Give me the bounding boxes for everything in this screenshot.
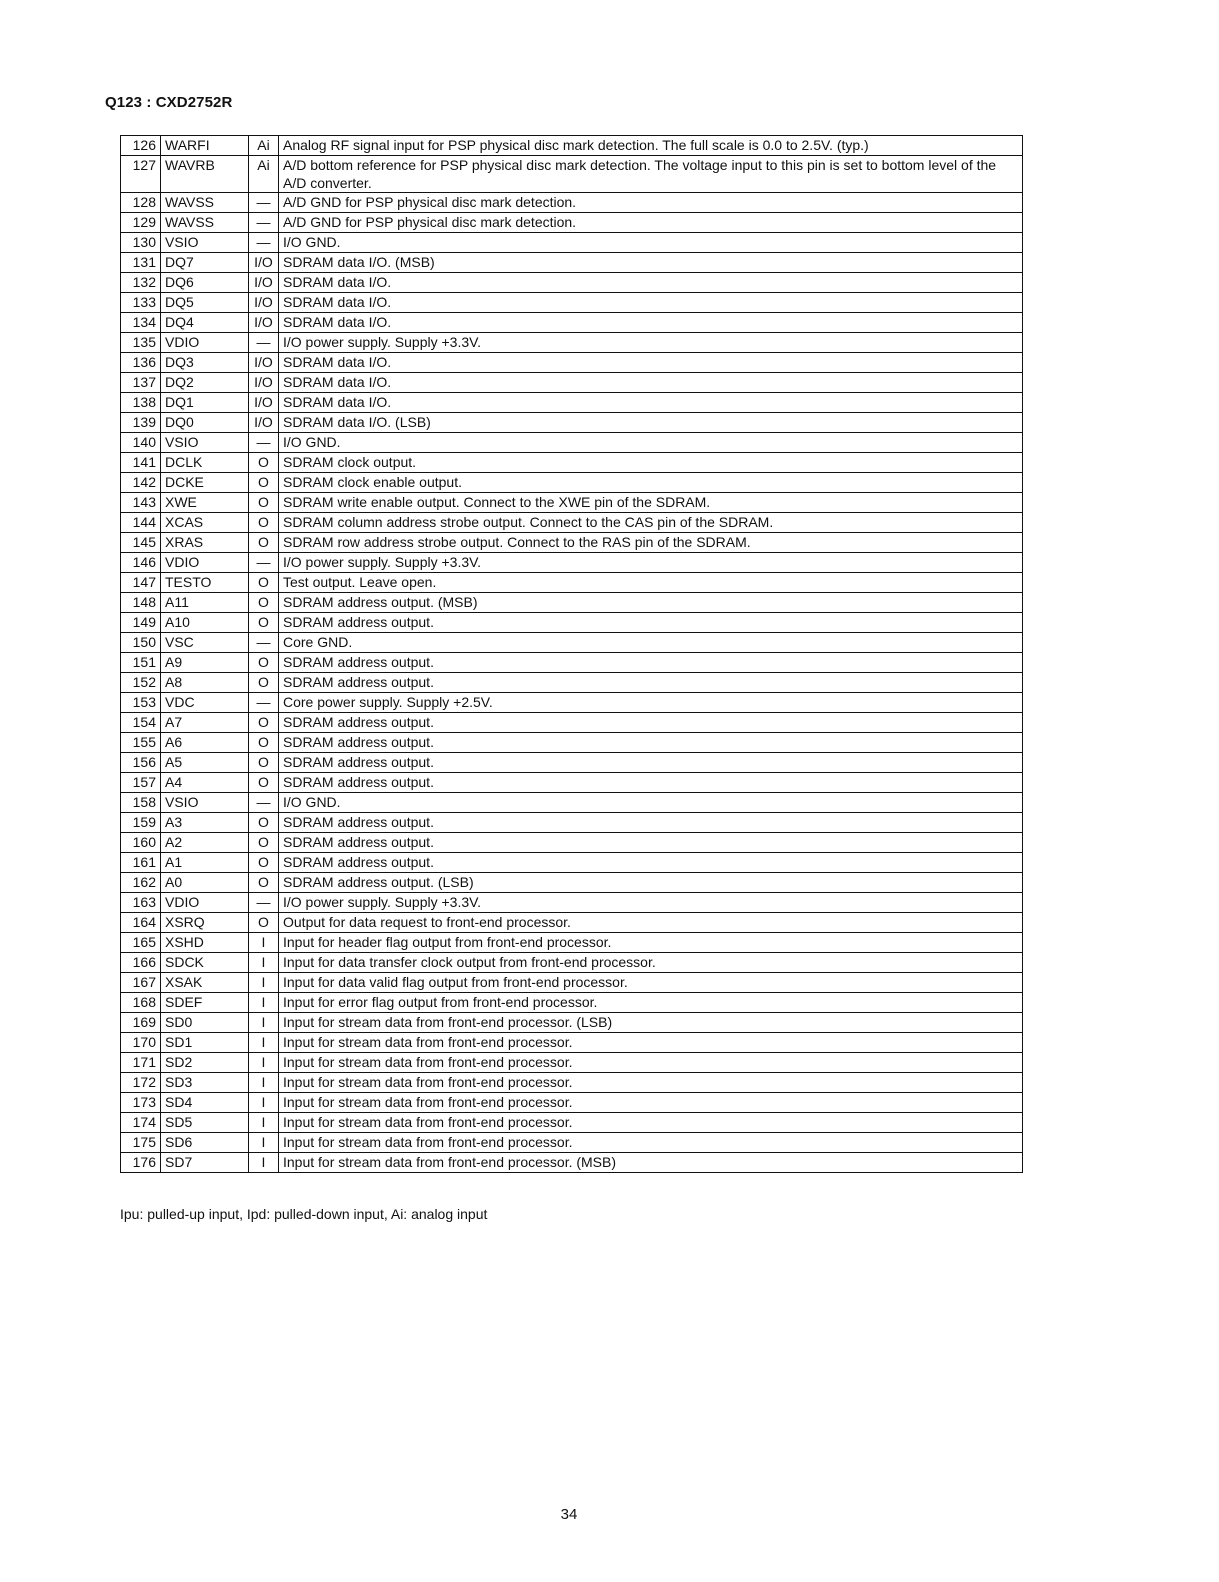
table-row [121, 753, 1023, 773]
pin-io-cell: O [249, 533, 279, 553]
pin-name-cell: A6 [161, 733, 249, 753]
table-row [121, 1033, 1023, 1053]
pin-number-cell: 161 [121, 853, 161, 873]
table-row [121, 633, 1023, 653]
pin-io-cell: I [249, 1073, 279, 1093]
pin-description-cell: Input for stream data from front-end processor. (LSB) [279, 1013, 1023, 1033]
pin-name-cell: TESTO [161, 573, 249, 593]
pin-name-cell: A10 [161, 613, 249, 633]
pin-number-cell: 135 [121, 333, 161, 353]
pin-name-cell: DQ6 [161, 273, 249, 293]
pin-description-cell: SDRAM write enable output. Connect to the XWE pin of the SDRAM. [279, 493, 1023, 513]
pin-number-cell: 127 [121, 156, 161, 193]
pin-description-cell: Analog RF signal input for PSP physical disc mark detection. The full scale is 0.0 to 2.5V. (typ.) [279, 136, 1023, 156]
pin-io-cell: O [249, 873, 279, 893]
table-row [121, 713, 1023, 733]
pin-name-cell: SD0 [161, 1013, 249, 1033]
pin-number-cell: 139 [121, 413, 161, 433]
pin-table-body [121, 136, 1023, 1173]
pin-number-cell: 169 [121, 1013, 161, 1033]
pin-description-cell: SDRAM address output. [279, 713, 1023, 733]
pin-name-cell: A8 [161, 673, 249, 693]
footnote: Ipu: pulled-up input, Ipd: pulled-down input, Ai: analog input [120, 1206, 488, 1222]
page-number: 34 [560, 1506, 578, 1523]
pin-description-cell: Input for data valid flag output from front-end processor. [279, 973, 1023, 993]
pin-name-cell: SD5 [161, 1113, 249, 1133]
pin-description-cell: Input for stream data from front-end processor. [279, 1073, 1023, 1093]
pin-description-table [120, 135, 1023, 1173]
pin-name-cell: VDIO [161, 553, 249, 573]
pin-name-cell: A11 [161, 593, 249, 613]
pin-number-cell: 141 [121, 453, 161, 473]
pin-name-cell: XWE [161, 493, 249, 513]
table-row [121, 793, 1023, 813]
table-row [121, 1133, 1023, 1153]
pin-io-cell: — [249, 213, 279, 233]
pin-io-cell: Ai [249, 136, 279, 156]
pin-io-cell: O [249, 733, 279, 753]
pin-number-cell: 160 [121, 833, 161, 853]
table-row [121, 1153, 1023, 1173]
table-row [121, 813, 1023, 833]
pin-description-cell: SDRAM data I/O. (MSB) [279, 253, 1023, 273]
pin-number-cell: 142 [121, 473, 161, 493]
pin-io-cell: — [249, 193, 279, 213]
pin-name-cell: VDIO [161, 893, 249, 913]
pin-description-cell: SDRAM address output. [279, 833, 1023, 853]
pin-io-cell: O [249, 753, 279, 773]
pin-description-cell: Output for data request to front-end processor. [279, 913, 1023, 933]
pin-description-cell: SDRAM data I/O. [279, 373, 1023, 393]
pin-io-cell: Ai [249, 156, 279, 193]
pin-name-cell: DCLK [161, 453, 249, 473]
pin-io-cell: — [249, 693, 279, 713]
table-row [121, 353, 1023, 373]
pin-description-cell: SDRAM column address strobe output. Connect to the CAS pin of the SDRAM. [279, 513, 1023, 533]
pin-description-cell: A/D GND for PSP physical disc mark detection. [279, 193, 1023, 213]
pin-io-cell: O [249, 653, 279, 673]
pin-name-cell: SD3 [161, 1073, 249, 1093]
table-row [121, 453, 1023, 473]
pin-number-cell: 126 [121, 136, 161, 156]
pin-number-cell: 137 [121, 373, 161, 393]
pin-name-cell: SD6 [161, 1133, 249, 1153]
pin-io-cell: I [249, 1013, 279, 1033]
pin-description-cell: A/D bottom reference for PSP physical disc mark detection. The voltage input to this pin is set to bottom level of the A/D converter. [279, 156, 1023, 193]
pin-number-cell: 153 [121, 693, 161, 713]
pin-io-cell: — [249, 433, 279, 453]
pin-name-cell: DQ0 [161, 413, 249, 433]
pin-io-cell: O [249, 813, 279, 833]
table-row [121, 553, 1023, 573]
table-row [121, 253, 1023, 273]
pin-number-cell: 130 [121, 233, 161, 253]
pin-number-cell: 163 [121, 893, 161, 913]
pin-number-cell: 165 [121, 933, 161, 953]
pin-number-cell: 134 [121, 313, 161, 333]
pin-io-cell: I/O [249, 293, 279, 313]
pin-description-cell: SDRAM data I/O. [279, 273, 1023, 293]
pin-name-cell: DQ5 [161, 293, 249, 313]
pin-description-cell: Core power supply. Supply +2.5V. [279, 693, 1023, 713]
table-row [121, 993, 1023, 1013]
pin-io-cell: O [249, 513, 279, 533]
pin-io-cell: O [249, 913, 279, 933]
pin-description-cell: Core GND. [279, 633, 1023, 653]
table-row [121, 433, 1023, 453]
pin-description-cell: I/O power supply. Supply +3.3V. [279, 553, 1023, 573]
pin-description-cell: I/O GND. [279, 793, 1023, 813]
pin-description-cell: SDRAM data I/O. [279, 353, 1023, 373]
pin-number-cell: 143 [121, 493, 161, 513]
pin-number-cell: 158 [121, 793, 161, 813]
table-row [121, 313, 1023, 333]
pin-io-cell: O [249, 493, 279, 513]
pin-io-cell: I/O [249, 273, 279, 293]
pin-io-cell: — [249, 633, 279, 653]
pin-description-cell: SDRAM address output. [279, 733, 1023, 753]
pin-name-cell: SD4 [161, 1093, 249, 1113]
pin-number-cell: 140 [121, 433, 161, 453]
pin-number-cell: 129 [121, 213, 161, 233]
table-row [121, 693, 1023, 713]
pin-io-cell: O [249, 833, 279, 853]
pin-name-cell: A0 [161, 873, 249, 893]
table-row [121, 573, 1023, 593]
pin-number-cell: 152 [121, 673, 161, 693]
pin-description-cell: Input for error flag output from front-end processor. [279, 993, 1023, 1013]
pin-description-cell: SDRAM address output. [279, 613, 1023, 633]
pin-description-cell: SDRAM data I/O. [279, 313, 1023, 333]
pin-number-cell: 164 [121, 913, 161, 933]
table-row [121, 733, 1023, 753]
pin-number-cell: 145 [121, 533, 161, 553]
pin-description-cell: SDRAM address output. [279, 773, 1023, 793]
pin-io-cell: I [249, 1113, 279, 1133]
table-row [121, 773, 1023, 793]
pin-io-cell: O [249, 713, 279, 733]
pin-name-cell: SD7 [161, 1153, 249, 1173]
pin-number-cell: 159 [121, 813, 161, 833]
pin-name-cell: VDIO [161, 333, 249, 353]
pin-name-cell: XSRQ [161, 913, 249, 933]
pin-name-cell: SD1 [161, 1033, 249, 1053]
pin-number-cell: 167 [121, 973, 161, 993]
pin-name-cell: SDCK [161, 953, 249, 973]
pin-name-cell: VSIO [161, 233, 249, 253]
table-row [121, 273, 1023, 293]
pin-number-cell: 148 [121, 593, 161, 613]
pin-number-cell: 174 [121, 1113, 161, 1133]
pin-name-cell: WARFI [161, 136, 249, 156]
table-row [121, 513, 1023, 533]
pin-number-cell: 146 [121, 553, 161, 573]
pin-io-cell: I [249, 953, 279, 973]
table-row [121, 1113, 1023, 1133]
table-row [121, 1073, 1023, 1093]
pin-description-cell: Input for stream data from front-end processor. [279, 1133, 1023, 1153]
pin-io-cell: — [249, 553, 279, 573]
pin-io-cell: O [249, 673, 279, 693]
table-row [121, 333, 1023, 353]
pin-name-cell: A7 [161, 713, 249, 733]
pin-description-cell: SDRAM address output. [279, 813, 1023, 833]
pin-io-cell: I [249, 1153, 279, 1173]
table-row [121, 853, 1023, 873]
pin-io-cell: — [249, 893, 279, 913]
pin-io-cell: I [249, 1033, 279, 1053]
table-row [121, 973, 1023, 993]
pin-name-cell: VSIO [161, 433, 249, 453]
pin-name-cell: A4 [161, 773, 249, 793]
pin-number-cell: 147 [121, 573, 161, 593]
table-row [121, 393, 1023, 413]
pin-number-cell: 166 [121, 953, 161, 973]
pin-number-cell: 176 [121, 1153, 161, 1173]
pin-name-cell: XSHD [161, 933, 249, 953]
pin-number-cell: 150 [121, 633, 161, 653]
pin-name-cell: DCKE [161, 473, 249, 493]
pin-number-cell: 168 [121, 993, 161, 1013]
pin-description-cell: Input for stream data from front-end processor. [279, 1053, 1023, 1073]
pin-io-cell: I/O [249, 353, 279, 373]
pin-number-cell: 162 [121, 873, 161, 893]
pin-name-cell: WAVRB [161, 156, 249, 193]
pin-name-cell: XRAS [161, 533, 249, 553]
pin-description-cell: Input for data transfer clock output from front-end processor. [279, 953, 1023, 973]
table-row [121, 933, 1023, 953]
pin-description-cell: I/O GND. [279, 433, 1023, 453]
pin-description-cell: Input for stream data from front-end processor. [279, 1033, 1023, 1053]
pin-name-cell: DQ1 [161, 393, 249, 413]
pin-io-cell: I/O [249, 413, 279, 433]
table-row [121, 593, 1023, 613]
pin-description-cell: Input for stream data from front-end processor. [279, 1113, 1023, 1133]
pin-description-cell: SDRAM clock output. [279, 453, 1023, 473]
page-heading: Q123 : CXD2752R [105, 94, 233, 111]
pin-io-cell: — [249, 333, 279, 353]
table-row [121, 893, 1023, 913]
pin-number-cell: 144 [121, 513, 161, 533]
pin-io-cell: I/O [249, 373, 279, 393]
table-row [121, 653, 1023, 673]
pin-number-cell: 131 [121, 253, 161, 273]
table-row [121, 533, 1023, 553]
pin-description-cell: A/D GND for PSP physical disc mark detection. [279, 213, 1023, 233]
table-row [121, 373, 1023, 393]
pin-io-cell: O [249, 853, 279, 873]
table-row [121, 136, 1023, 156]
pin-name-cell: A9 [161, 653, 249, 673]
pin-io-cell: O [249, 613, 279, 633]
pin-io-cell: I [249, 973, 279, 993]
pin-number-cell: 128 [121, 193, 161, 213]
table-row [121, 293, 1023, 313]
pin-io-cell: I [249, 993, 279, 1013]
table-row [121, 1093, 1023, 1113]
pin-name-cell: DQ2 [161, 373, 249, 393]
pin-description-cell: I/O power supply. Supply +3.3V. [279, 893, 1023, 913]
table-row [121, 1053, 1023, 1073]
pin-number-cell: 175 [121, 1133, 161, 1153]
pin-description-cell: SDRAM data I/O. [279, 393, 1023, 413]
pin-description-cell: SDRAM address output. (MSB) [279, 593, 1023, 613]
pin-number-cell: 170 [121, 1033, 161, 1053]
pin-io-cell: I [249, 933, 279, 953]
pin-name-cell: VSIO [161, 793, 249, 813]
pin-description-cell: SDRAM address output. [279, 653, 1023, 673]
table-row [121, 833, 1023, 853]
pin-name-cell: VDC [161, 693, 249, 713]
pin-io-cell: I/O [249, 313, 279, 333]
table-row [121, 233, 1023, 253]
pin-io-cell: O [249, 473, 279, 493]
pin-number-cell: 138 [121, 393, 161, 413]
pin-number-cell: 156 [121, 753, 161, 773]
pin-io-cell: — [249, 793, 279, 813]
pin-io-cell: I/O [249, 253, 279, 273]
pin-number-cell: 136 [121, 353, 161, 373]
pin-description-cell: I/O power supply. Supply +3.3V. [279, 333, 1023, 353]
pin-name-cell: XCAS [161, 513, 249, 533]
pin-name-cell: XSAK [161, 973, 249, 993]
pin-number-cell: 151 [121, 653, 161, 673]
pin-number-cell: 154 [121, 713, 161, 733]
pin-number-cell: 155 [121, 733, 161, 753]
pin-io-cell: O [249, 773, 279, 793]
pin-io-cell: I/O [249, 393, 279, 413]
pin-number-cell: 173 [121, 1093, 161, 1113]
pin-name-cell: A5 [161, 753, 249, 773]
pin-number-cell: 157 [121, 773, 161, 793]
pin-name-cell: A1 [161, 853, 249, 873]
pin-description-cell: SDRAM address output. [279, 853, 1023, 873]
table-row [121, 193, 1023, 213]
pin-description-cell: SDRAM data I/O. (LSB) [279, 413, 1023, 433]
pin-name-cell: WAVSS [161, 193, 249, 213]
table-row [121, 473, 1023, 493]
pin-number-cell: 133 [121, 293, 161, 313]
table-row [121, 953, 1023, 973]
pin-description-cell: SDRAM address output. [279, 753, 1023, 773]
pin-io-cell: O [249, 453, 279, 473]
table-row [121, 493, 1023, 513]
pin-io-cell: O [249, 573, 279, 593]
table-row [121, 673, 1023, 693]
table-row [121, 613, 1023, 633]
pin-description-cell: Input for stream data from front-end processor. [279, 1093, 1023, 1113]
pin-number-cell: 149 [121, 613, 161, 633]
pin-description-cell: SDRAM row address strobe output. Connect to the RAS pin of the SDRAM. [279, 533, 1023, 553]
pin-description-cell: Test output. Leave open. [279, 573, 1023, 593]
pin-description-cell: SDRAM data I/O. [279, 293, 1023, 313]
table-row [121, 213, 1023, 233]
pin-description-cell: SDRAM clock enable output. [279, 473, 1023, 493]
pin-io-cell: I [249, 1133, 279, 1153]
pin-io-cell: I [249, 1053, 279, 1073]
table-row [121, 1013, 1023, 1033]
pin-number-cell: 172 [121, 1073, 161, 1093]
pin-name-cell: A3 [161, 813, 249, 833]
table-row [121, 873, 1023, 893]
pin-description-cell: SDRAM address output. [279, 673, 1023, 693]
pin-name-cell: SD2 [161, 1053, 249, 1073]
pin-number-cell: 132 [121, 273, 161, 293]
table-row [121, 156, 1023, 193]
pin-name-cell: DQ3 [161, 353, 249, 373]
pin-name-cell: DQ4 [161, 313, 249, 333]
pin-description-cell: I/O GND. [279, 233, 1023, 253]
table-row [121, 913, 1023, 933]
pin-io-cell: O [249, 593, 279, 613]
pin-description-cell: Input for header flag output from front-end processor. [279, 933, 1023, 953]
pin-io-cell: I [249, 1093, 279, 1113]
pin-number-cell: 171 [121, 1053, 161, 1073]
pin-name-cell: SDEF [161, 993, 249, 1013]
pin-description-cell: SDRAM address output. (LSB) [279, 873, 1023, 893]
table-row [121, 413, 1023, 433]
pin-description-cell: Input for stream data from front-end processor. (MSB) [279, 1153, 1023, 1173]
pin-io-cell: — [249, 233, 279, 253]
pin-name-cell: VSC [161, 633, 249, 653]
pin-name-cell: A2 [161, 833, 249, 853]
pin-name-cell: DQ7 [161, 253, 249, 273]
pin-name-cell: WAVSS [161, 213, 249, 233]
